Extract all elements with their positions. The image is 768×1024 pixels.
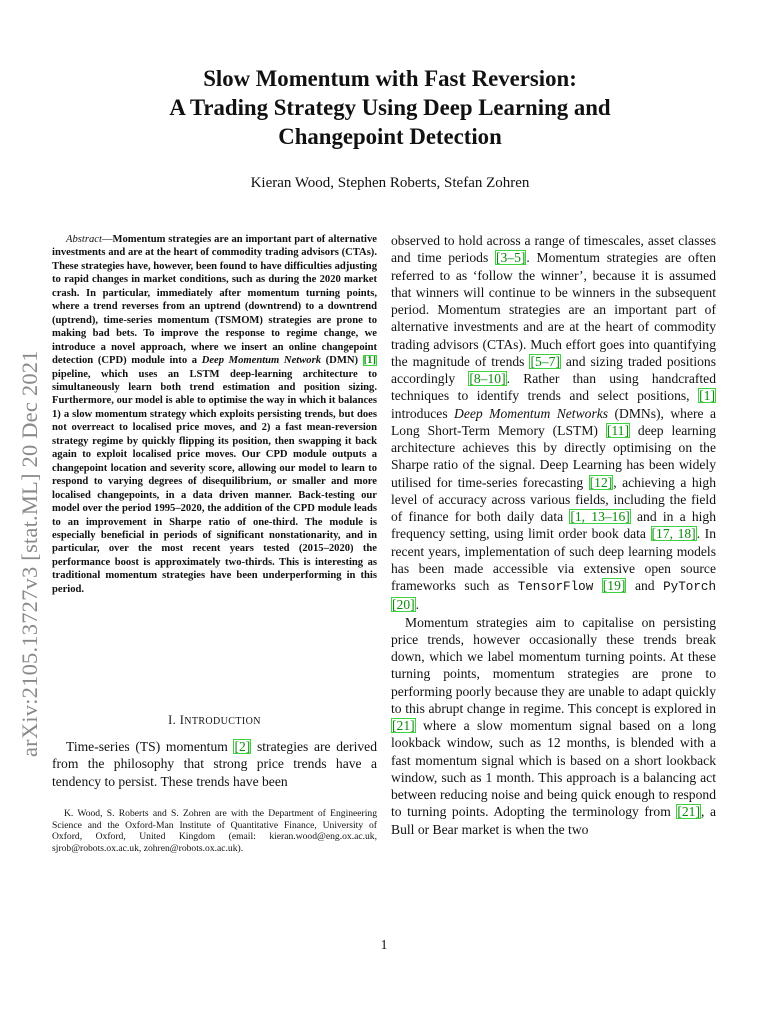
citation-link[interactable]: [1]: [699, 388, 715, 404]
citation-link[interactable]: [19]: [602, 578, 626, 593]
body-text: Momentum strategies aim to capitalise on persisting price trends, however occasionally these trends break down, which we label momentum turning points. At these turning points, momentum strategies are prone to performing poorly because they are unable to adapt quickly to this abrupt change in regime. This concept is explored in: [391, 614, 716, 716]
citation-link[interactable]: [11]: [606, 422, 630, 438]
tensorflow-term: TensorFlow: [517, 580, 594, 594]
citation-link[interactable]: [3–5]: [495, 250, 526, 266]
body-text: , a Bull or Bear market is when the two: [391, 804, 716, 837]
right-column: [391, 232, 716, 838]
body-text: and sizing traded positions accordingly: [391, 353, 716, 386]
page-number: 1: [380, 937, 388, 952]
citation-link[interactable]: [21]: [677, 804, 701, 820]
citation-link[interactable]: [17, 18]: [651, 526, 696, 542]
body-text: , achieving a high level of accuracy across various fields, including the field of finance for both daily data: [391, 474, 717, 524]
citation-link[interactable]: [5–7]: [530, 353, 560, 369]
intro-paragraph: [52, 738, 377, 790]
body-text: observed to hold across a range of timescales, asset classes and time periods: [391, 233, 716, 266]
body-text: deep learning architecture achieves this by directly optimising on the Sharpe ratio of the signal. Deep Learning has been widely utilised for time-series forecasting: [391, 422, 716, 490]
body-text: (DMNs), where a Long Short-Term Memory (LSTM): [391, 405, 716, 438]
author-list: Kieran Wood, Stephen Roberts, Stefan Zohren: [250, 175, 530, 191]
arxiv-identifier-stamp: arXiv:2105.13727v3 [stat.ML] 20 Dec 2021: [17, 350, 42, 757]
title-line-1: Slow Momentum with Fast Reversion:: [203, 66, 577, 91]
paragraph-turning-points: [391, 614, 716, 838]
body-text: . Rather than using handcrafted techniques to identify trends and select positions,: [391, 371, 716, 404]
paper-title: [90, 64, 690, 151]
title-line-2: A Trading Strategy Using Deep Learning and: [169, 95, 611, 120]
intro-text: Time-series (TS) momentum: [66, 739, 234, 754]
body-text: [593, 578, 602, 593]
title-line-3: Changepoint Detection: [278, 124, 502, 149]
citation-link[interactable]: [2]: [234, 739, 251, 754]
body-text: and: [626, 578, 664, 593]
pytorch-term: PyTorch: [663, 580, 716, 594]
citation-link[interactable]: [1, 13–16]: [570, 509, 630, 524]
abstract-text: Momentum strategies are an important part of alternative investments and are at the heart of commodity trading advisors (CTAs). These strategies have, however, been found to have difficulties adjusting to rapid changes in market conditions, such as during the 2020 market crash. In particular, immediately after momentum turning points, where a trend reverses from an uptrend (downtrend) to a downtrend (uptrend), time-series momentum (TSMOM) strategies are prone to making bad bets. To improve the response to regime change, we introduce a novel approach, where we insert an online changepoint detection (CPD) module into a: [52, 234, 377, 367]
dmn-term: Deep Momentum Networks: [454, 405, 609, 421]
body-text: .: [415, 597, 420, 613]
paragraph-continued: [391, 232, 716, 614]
citation-link[interactable]: [1]: [363, 355, 376, 367]
body-text: . In recent years, implementation of such deep learning models has been made accessible via extensive open source frameworks such as: [391, 526, 716, 593]
citation-link[interactable]: [20]: [392, 597, 415, 613]
body-text: introduces: [391, 405, 455, 421]
section-numeral: I.: [168, 713, 180, 727]
abstract-label: Abstract: [66, 234, 102, 245]
body-text: where a slow momentum signal based on a long lookback window, such as 12 months, is blended with a fast momentum signal which is based on a short lookback window, such as 1 month. This approach is a balancing act between reducing noise and being quick enough to respond to turning points. Adopting the terminology from: [391, 718, 716, 820]
citation-link[interactable]: [8–10]: [469, 371, 506, 386]
citation-link[interactable]: [21]: [392, 718, 415, 733]
section-heading-introduction: [52, 713, 377, 728]
abstract-text: (DMN): [321, 355, 363, 367]
abstract-text: pipeline, which uses an LSTM deep-learning architecture to simultaneously learn both trend estimation and position sizing. Furthermore, our model is able to optimise the way in which it balances 1) a slow momentum strategy which exploits persisting trends, but does not overreact to localised price moves, and 2) a fast mean-reversion strategy regime by quickly flipping its position, then swapping it back again to exploit localised price moves. Our CPD module outputs a changepoint location and severity score, allowing our model to learn to respond to varying degrees of disequilibrium, or smaller and more localised changepoints, in a data driven manner. Back-testing our model over the period 1995–2020, the addition of the CPD module leads to an improvement in Sharpe ratio of one-third. The module is especially beneficial in periods of significant nonstationarity, and in particular, over the most recent years tested (2015–2020) the performance boost is approximately two-thirds. This is interesting as traditional momentum strategies have been underperforming in this period.: [52, 368, 377, 595]
section-initial: I: [179, 713, 185, 727]
citation-link[interactable]: [12]: [589, 474, 613, 490]
body-text: . Momentum strategies are often referred to as ‘follow the winner’, because it is assumed that winners will continue to be winners in the subsequent period. Momentum strategies are an important part of alternative investments and are at the heart of commodity trading advisors (CTAs). Much effort goes into quantifying the magnitude of trends: [391, 250, 716, 369]
body-text: and in a high frequency setting, using limit order book data: [391, 509, 716, 542]
abstract: [52, 233, 377, 596]
abstract-dmn-term: Deep Momentum Network: [201, 355, 322, 367]
intro-text: strategies are derived from the philosophy that strong price trends have a tendency to persist. These trends have been: [52, 739, 377, 789]
abstract-dash: —: [101, 234, 113, 245]
author-affiliation-footnote: K. Wood, S. Roberts and S. Zohren are with the Department of Engineering Science and the Oxford-Man Institute of Quantitative Finance, University of Oxford, Oxford, United Kingdom (email: kieran.wood@eng.ox.ac.uk, sjrob@robots.ox.ac.uk, zohren@robots.ox.ac.uk).: [52, 808, 377, 855]
section-title-rest: NTRODUCTION: [184, 716, 261, 727]
